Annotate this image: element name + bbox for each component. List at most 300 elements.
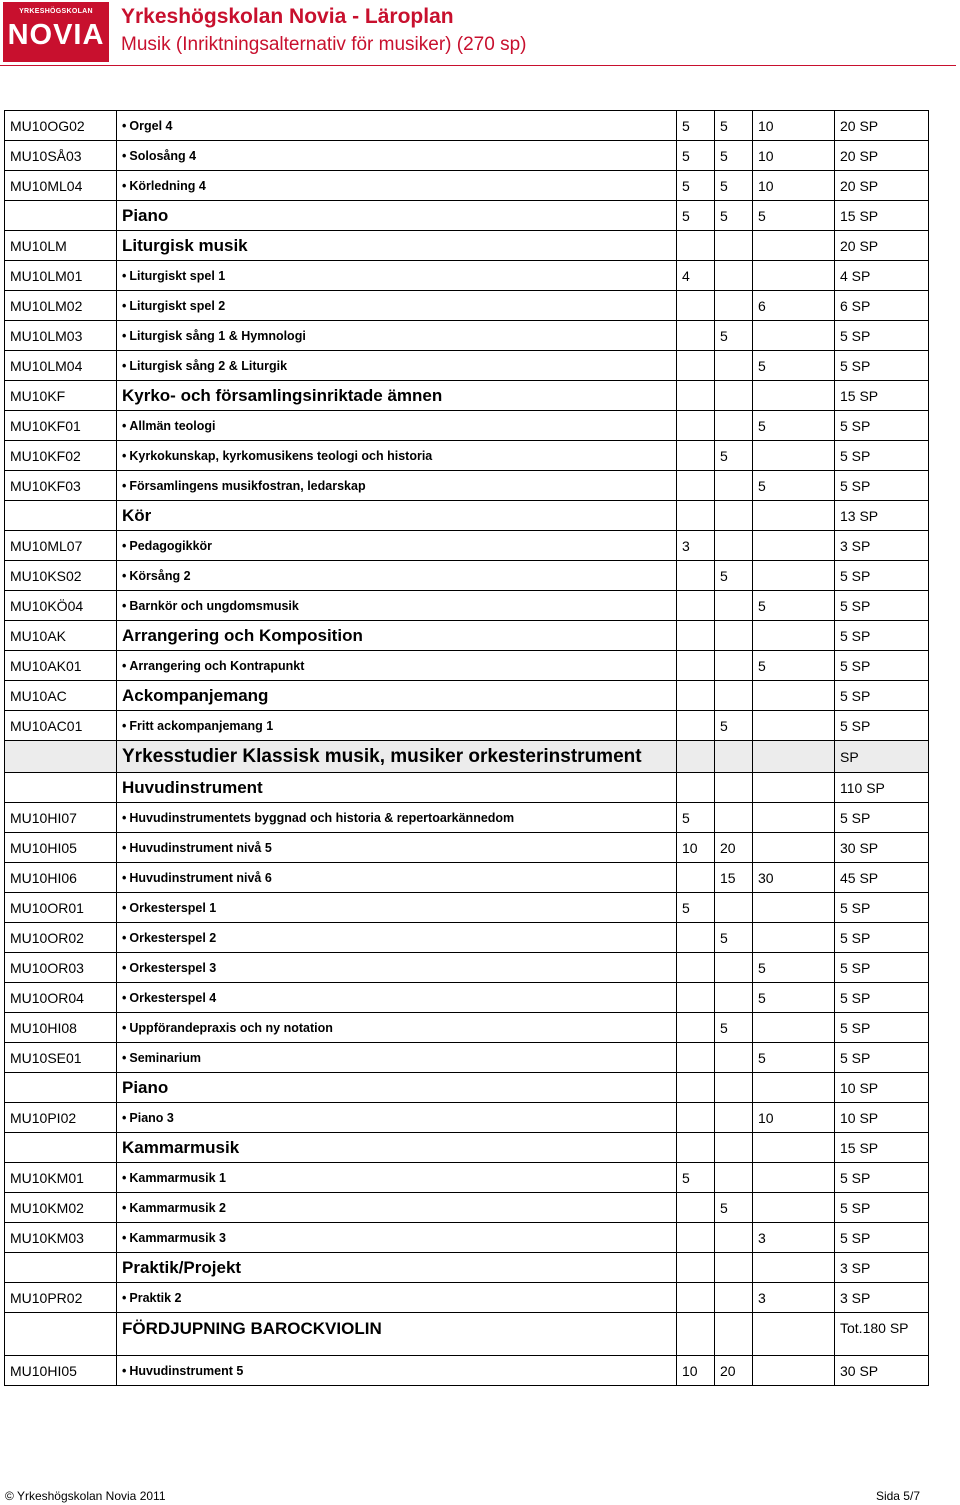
name-text: Liturgiskt spel 1: [129, 268, 226, 283]
table-row: [5, 561, 929, 591]
course-code: MU10LM02: [5, 291, 117, 321]
study-points: 5 SP: [835, 1013, 929, 1043]
table-row: [5, 833, 929, 863]
credits-col-2: [715, 983, 753, 1013]
course-code: MU10OR03: [5, 953, 117, 983]
credits-col-1: [677, 471, 715, 501]
name-text: Barnkör och ungdomsmusik: [129, 598, 299, 613]
credits-col-2: [715, 1313, 753, 1356]
novia-logo: [3, 2, 109, 62]
course-code: MU10LM04: [5, 351, 117, 381]
credits-col-2: [715, 1253, 753, 1283]
study-points: 5 SP: [835, 471, 929, 501]
bullet-icon: •: [122, 900, 127, 915]
course-code: MU10SÅ03: [5, 141, 117, 171]
table-row: [5, 201, 929, 231]
credits-col-3: 5: [753, 953, 835, 983]
bullet-icon: •: [122, 1363, 127, 1378]
credits-col-2: 5: [715, 1013, 753, 1043]
credits-col-1: [677, 1313, 715, 1356]
credits-col-1: [677, 1193, 715, 1223]
name-text: FÖRDJUPNING BAROCKVIOLIN: [122, 1319, 382, 1338]
table-row: [5, 1133, 929, 1163]
course-name: [117, 141, 677, 171]
course-name: [117, 711, 677, 741]
credits-col-2: 20: [715, 1356, 753, 1386]
credits-col-2: 5: [715, 441, 753, 471]
bullet-icon: •: [122, 598, 127, 613]
study-points: 5 SP: [835, 1223, 929, 1253]
bullet-icon: •: [122, 478, 127, 493]
credits-col-2: [715, 381, 753, 411]
table-row: [5, 1013, 929, 1043]
study-points: 3 SP: [835, 1283, 929, 1313]
study-points: 10 SP: [835, 1103, 929, 1133]
credits-col-2: [715, 531, 753, 561]
bullet-icon: •: [122, 148, 127, 163]
study-points: 3 SP: [835, 1253, 929, 1283]
table-row: [5, 651, 929, 681]
bullet-icon: •: [122, 1110, 127, 1125]
table-row: [5, 1283, 929, 1313]
course-code: MU10AK: [5, 621, 117, 651]
credits-col-1: 4: [677, 261, 715, 291]
study-points: SP: [835, 741, 929, 773]
name-text: Huvudinstrumentets byggnad och historia & repertoarkännedom: [129, 810, 515, 825]
credits-col-2: [715, 651, 753, 681]
credits-col-1: 5: [677, 141, 715, 171]
course-name: [117, 803, 677, 833]
credits-col-2: [715, 261, 753, 291]
course-name: [117, 893, 677, 923]
name-text: Liturgiskt spel 2: [129, 298, 226, 313]
credits-col-3: 5: [753, 1043, 835, 1073]
name-text: Kyrko- och församlingsinriktade ämnen: [122, 385, 443, 405]
table-row: [5, 411, 929, 441]
bullet-icon: •: [122, 328, 127, 343]
course-code: [5, 501, 117, 531]
credits-col-1: [677, 231, 715, 261]
study-points: 6 SP: [835, 291, 929, 321]
credits-col-1: [677, 773, 715, 803]
credits-col-2: 15: [715, 863, 753, 893]
page-title: Yrkeshögskolan Novia - Läroplan: [121, 5, 454, 28]
credits-col-3: 5: [753, 411, 835, 441]
table-row: [5, 291, 929, 321]
study-points: 5 SP: [835, 711, 929, 741]
table-row: [5, 441, 929, 471]
credits-col-1: [677, 381, 715, 411]
credits-col-1: 10: [677, 833, 715, 863]
credits-col-1: [677, 1283, 715, 1313]
credits-col-3: [753, 1356, 835, 1386]
credits-col-2: [715, 1043, 753, 1073]
course-name: [117, 833, 677, 863]
credits-col-1: [677, 291, 715, 321]
group-title: [117, 681, 677, 711]
footer-copyright: © Yrkeshögskolan Novia 2011: [5, 1489, 166, 1503]
name-text: Huvudinstrument: [122, 777, 263, 797]
credits-col-2: [715, 351, 753, 381]
group-title: [117, 231, 677, 261]
bullet-icon: •: [122, 810, 127, 825]
course-name: [117, 111, 677, 141]
course-code: MU10PI02: [5, 1103, 117, 1133]
bullet-icon: •: [122, 1050, 127, 1065]
credits-col-2: 5: [715, 321, 753, 351]
study-points: 5 SP: [835, 953, 929, 983]
credits-col-1: [677, 741, 715, 773]
name-text: Uppförandepraxis och ny notation: [129, 1020, 333, 1035]
table-row: [5, 1163, 929, 1193]
name-text: Orkesterspel 4: [129, 990, 217, 1005]
course-name: [117, 651, 677, 681]
course-code: MU10KS02: [5, 561, 117, 591]
table-row: [5, 1193, 929, 1223]
table-row: [5, 261, 929, 291]
credits-col-2: [715, 1223, 753, 1253]
group-title: [117, 501, 677, 531]
name-text: Orkesterspel 3: [129, 960, 217, 975]
credits-col-1: [677, 651, 715, 681]
table-row: [5, 953, 929, 983]
study-points: 13 SP: [835, 501, 929, 531]
name-text: Kammarmusik 3: [129, 1230, 226, 1245]
course-code: MU10ML07: [5, 531, 117, 561]
credits-col-3: 5: [753, 651, 835, 681]
credits-col-2: [715, 501, 753, 531]
credits-col-1: [677, 1073, 715, 1103]
study-points: 5 SP: [835, 321, 929, 351]
credits-col-2: 5: [715, 111, 753, 141]
credits-col-1: 3: [677, 531, 715, 561]
credits-col-1: [677, 561, 715, 591]
study-points: 20 SP: [835, 111, 929, 141]
credits-col-1: [677, 1223, 715, 1253]
credits-col-1: 5: [677, 171, 715, 201]
credits-col-1: [677, 591, 715, 621]
bullet-icon: •: [122, 448, 127, 463]
credits-col-2: [715, 681, 753, 711]
course-name: [117, 171, 677, 201]
credits-col-3: [753, 1193, 835, 1223]
credits-col-3: 10: [753, 1103, 835, 1133]
credits-col-3: 5: [753, 351, 835, 381]
credits-col-1: [677, 923, 715, 953]
course-code: MU10HI05: [5, 1356, 117, 1386]
name-text: Körledning 4: [129, 178, 206, 193]
name-text: Piano: [122, 1077, 169, 1097]
credits-col-2: [715, 291, 753, 321]
credits-col-1: [677, 953, 715, 983]
table-row: [5, 381, 929, 411]
table-row: [5, 923, 929, 953]
course-name: [117, 351, 677, 381]
study-points: Tot.180 SP: [835, 1313, 929, 1356]
name-text: Ackompanjemang: [122, 685, 269, 705]
credits-col-3: 3: [753, 1223, 835, 1253]
table-row: [5, 351, 929, 381]
credits-col-3: 5: [753, 201, 835, 231]
credits-col-2: [715, 621, 753, 651]
course-name: [117, 411, 677, 441]
table-row: [5, 803, 929, 833]
credits-col-3: 10: [753, 111, 835, 141]
study-points: 5 SP: [835, 351, 929, 381]
credits-col-1: [677, 501, 715, 531]
credits-col-2: [715, 953, 753, 983]
bullet-icon: •: [122, 1020, 127, 1035]
course-name: [117, 261, 677, 291]
credits-col-3: 5: [753, 471, 835, 501]
credits-col-3: [753, 803, 835, 833]
credits-col-3: 5: [753, 983, 835, 1013]
course-code: MU10KF: [5, 381, 117, 411]
study-points: 20 SP: [835, 171, 929, 201]
curriculum-table: [4, 110, 929, 1386]
credits-col-2: [715, 893, 753, 923]
credits-col-1: 5: [677, 803, 715, 833]
name-text: Orkesterspel 1: [129, 900, 217, 915]
study-points: 5 SP: [835, 561, 929, 591]
group-title: [117, 773, 677, 803]
bullet-icon: •: [122, 930, 127, 945]
course-code: MU10HI06: [5, 863, 117, 893]
study-points: 5 SP: [835, 441, 929, 471]
course-code: MU10OG02: [5, 111, 117, 141]
credits-col-3: [753, 561, 835, 591]
credits-col-3: [753, 1133, 835, 1163]
course-code: [5, 201, 117, 231]
course-code: MU10OR01: [5, 893, 117, 923]
credits-col-1: [677, 321, 715, 351]
study-points: 5 SP: [835, 591, 929, 621]
credits-col-3: [753, 893, 835, 923]
credits-col-1: [677, 1253, 715, 1283]
credits-col-2: 5: [715, 561, 753, 591]
course-code: MU10KM01: [5, 1163, 117, 1193]
credits-col-1: [677, 983, 715, 1013]
credits-col-3: [753, 681, 835, 711]
course-code: MU10LM03: [5, 321, 117, 351]
course-code: MU10KF01: [5, 411, 117, 441]
name-text: Seminarium: [129, 1050, 201, 1065]
credits-col-2: [715, 1133, 753, 1163]
name-text: Kammarmusik: [122, 1137, 240, 1157]
bullet-icon: •: [122, 358, 127, 373]
name-text: Orgel 4: [129, 118, 173, 133]
credits-col-3: [753, 621, 835, 651]
credits-col-3: [753, 231, 835, 261]
course-code: MU10SE01: [5, 1043, 117, 1073]
study-points: 5 SP: [835, 1193, 929, 1223]
credits-col-2: [715, 1283, 753, 1313]
credits-col-2: [715, 591, 753, 621]
bullet-icon: •: [122, 990, 127, 1005]
course-code: [5, 773, 117, 803]
course-name: [117, 561, 677, 591]
table-row: [5, 321, 929, 351]
table-row: [5, 1043, 929, 1073]
credits-col-3: 30: [753, 863, 835, 893]
course-name: [117, 291, 677, 321]
credits-col-3: [753, 1163, 835, 1193]
credits-col-3: [753, 1253, 835, 1283]
group-title: [117, 381, 677, 411]
group-title: [117, 1073, 677, 1103]
credits-col-2: 5: [715, 923, 753, 953]
credits-col-3: [753, 501, 835, 531]
course-code: MU10AC: [5, 681, 117, 711]
course-code: MU10HI07: [5, 803, 117, 833]
credits-col-2: [715, 1103, 753, 1133]
credits-col-3: 10: [753, 141, 835, 171]
course-name: [117, 1193, 677, 1223]
name-text: Fritt ackompanjemang 1: [129, 718, 274, 733]
credits-col-1: [677, 1103, 715, 1133]
credits-col-3: [753, 381, 835, 411]
credits-col-1: [677, 441, 715, 471]
course-name: [117, 953, 677, 983]
name-text: Församlingens musikfostran, ledarskap: [129, 478, 366, 493]
bullet-icon: •: [122, 268, 127, 283]
credits-col-3: [753, 531, 835, 561]
course-name: [117, 1043, 677, 1073]
study-points: 5 SP: [835, 621, 929, 651]
table-row: [5, 773, 929, 803]
credits-col-3: 10: [753, 171, 835, 201]
study-points: 5 SP: [835, 411, 929, 441]
header-divider: [0, 65, 956, 66]
logo-big-text: NOVIA: [7, 19, 105, 51]
name-text: Körsång 2: [129, 568, 191, 583]
course-code: MU10LM: [5, 231, 117, 261]
name-text: Liturgisk sång 2 & Liturgik: [129, 358, 288, 373]
table-row: [5, 983, 929, 1013]
credits-col-2: [715, 1073, 753, 1103]
course-code: MU10ML04: [5, 171, 117, 201]
study-points: 5 SP: [835, 983, 929, 1013]
credits-col-1: 5: [677, 893, 715, 923]
credits-col-3: [753, 773, 835, 803]
course-name: [117, 1283, 677, 1313]
bullet-icon: •: [122, 718, 127, 733]
study-points: 5 SP: [835, 681, 929, 711]
credits-col-3: [753, 1073, 835, 1103]
bullet-icon: •: [122, 538, 127, 553]
group-title: [117, 1313, 677, 1356]
study-points: 5 SP: [835, 1043, 929, 1073]
name-text: Allmän teologi: [129, 418, 216, 433]
study-points: 10 SP: [835, 1073, 929, 1103]
bullet-icon: •: [122, 1290, 127, 1305]
section-title: [117, 741, 677, 773]
table-row: [5, 471, 929, 501]
course-code: MU10KF03: [5, 471, 117, 501]
credits-col-2: 5: [715, 711, 753, 741]
credits-col-2: [715, 1163, 753, 1193]
credits-col-1: [677, 863, 715, 893]
course-name: [117, 923, 677, 953]
study-points: 5 SP: [835, 803, 929, 833]
course-name: [117, 321, 677, 351]
bullet-icon: •: [122, 298, 127, 313]
course-code: MU10PR02: [5, 1283, 117, 1313]
credits-col-1: [677, 1133, 715, 1163]
study-points: 3 SP: [835, 531, 929, 561]
name-text: Kyrkokunskap, kyrkomusikens teologi och historia: [129, 448, 433, 463]
study-points: 15 SP: [835, 201, 929, 231]
credits-col-3: [753, 261, 835, 291]
study-points: 5 SP: [835, 1163, 929, 1193]
credits-col-2: 5: [715, 141, 753, 171]
group-title: [117, 621, 677, 651]
course-code: MU10AC01: [5, 711, 117, 741]
credits-col-3: [753, 923, 835, 953]
table-row: [5, 893, 929, 923]
name-text: Praktik 2: [129, 1290, 182, 1305]
credits-col-2: [715, 471, 753, 501]
table-row: [5, 531, 929, 561]
table-row: [5, 231, 929, 261]
bullet-icon: •: [122, 658, 127, 673]
course-code: MU10HI08: [5, 1013, 117, 1043]
credits-col-1: 5: [677, 1163, 715, 1193]
credits-col-2: [715, 773, 753, 803]
credits-col-1: [677, 621, 715, 651]
name-text: Arrangering och Komposition: [122, 625, 363, 645]
bullet-icon: •: [122, 1200, 127, 1215]
table-row: [5, 863, 929, 893]
study-points: 15 SP: [835, 1133, 929, 1163]
bullet-icon: •: [122, 418, 127, 433]
table-row: [5, 111, 929, 141]
credits-col-2: 5: [715, 1193, 753, 1223]
group-title: [117, 1253, 677, 1283]
name-text: Kör: [122, 505, 152, 525]
credits-col-3: [753, 321, 835, 351]
credits-col-3: [753, 741, 835, 773]
course-code: MU10KM03: [5, 1223, 117, 1253]
course-code: MU10KM02: [5, 1193, 117, 1223]
bullet-icon: •: [122, 1170, 127, 1185]
credits-col-2: [715, 741, 753, 773]
credits-col-3: 3: [753, 1283, 835, 1313]
bullet-icon: •: [122, 568, 127, 583]
course-code: MU10OR04: [5, 983, 117, 1013]
table-row: [5, 1103, 929, 1133]
course-code: MU10AK01: [5, 651, 117, 681]
name-text: Praktik/Projekt: [122, 1257, 242, 1277]
bullet-icon: •: [122, 870, 127, 885]
course-name: [117, 531, 677, 561]
study-points: 5 SP: [835, 651, 929, 681]
study-points: 20 SP: [835, 141, 929, 171]
credits-col-3: 5: [753, 591, 835, 621]
bullet-icon: •: [122, 960, 127, 975]
table-row: [5, 1313, 929, 1356]
name-text: Huvudinstrument nivå 5: [129, 840, 272, 855]
credits-col-3: [753, 1013, 835, 1043]
name-text: Piano 3: [129, 1110, 174, 1125]
table-row: [5, 1223, 929, 1253]
study-points: 20 SP: [835, 231, 929, 261]
credits-col-3: 6: [753, 291, 835, 321]
credits-col-2: [715, 803, 753, 833]
course-name: [117, 441, 677, 471]
table-row: [5, 681, 929, 711]
name-text: Orkesterspel 2: [129, 930, 217, 945]
